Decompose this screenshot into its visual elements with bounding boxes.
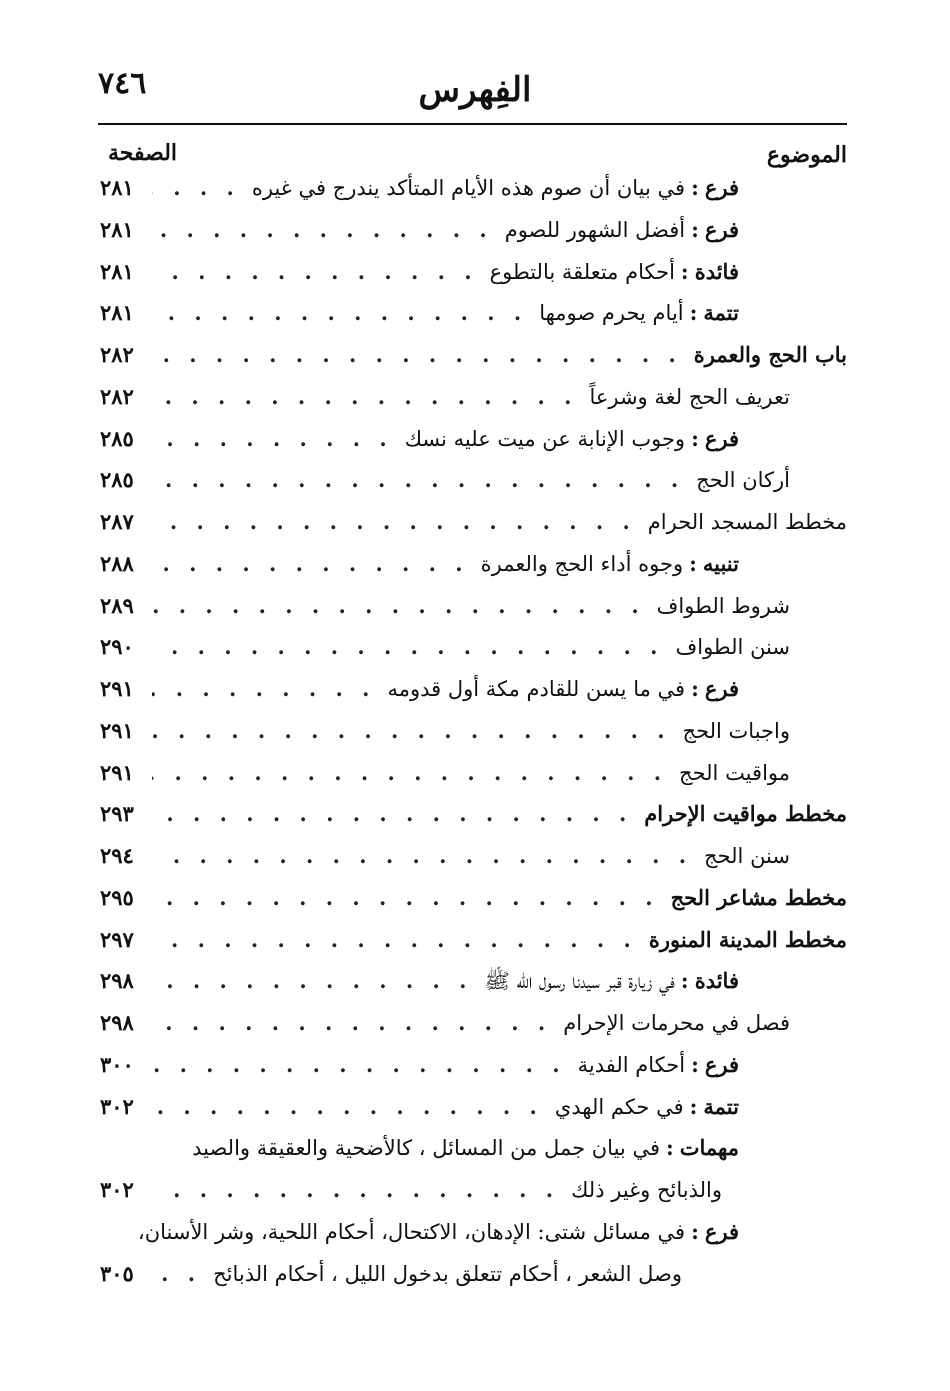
- toc-entry: فرع : أفضل الشهور للصوم . . . ٢٨١: [100, 217, 847, 259]
- topic-column-heading: الموضوع: [766, 142, 847, 168]
- entry-page-number: ٢٨٥: [100, 425, 134, 451]
- dot-leader: [152, 968, 472, 993]
- entry-title: وصل الشعر ، أحكام تتعلق بدخول الليل ، أحكام الذبائح: [213, 1261, 682, 1286]
- entry-page-number: ٢٨١: [100, 258, 134, 284]
- entry-title: في حكم الهدي: [554, 1094, 684, 1119]
- toc-entry: [100, 1177, 847, 1219]
- entry-page-number: ٢٨٧: [100, 509, 134, 534]
- entry-label: باب الحج والعمرة: [693, 342, 847, 367]
- entry-title: في ما يسن للقادم مكة أول قدومه: [387, 677, 686, 701]
- dot-leader: [152, 300, 527, 325]
- dot-leader: [152, 718, 671, 743]
- entry-page-number: ٢٩٣: [100, 801, 134, 827]
- entry-title: في بيان أن صوم هذه الأيام المتأكد يندرج في غيره: [251, 176, 686, 200]
- page-column-heading: الصفحة: [108, 140, 178, 166]
- toc-entry: [100, 801, 847, 843]
- toc-entry: [100, 384, 847, 426]
- dot-leader: [152, 634, 663, 659]
- entry-title: في بيان جمل من المسائل ، كالأضحية والعقيقة والصيد: [192, 1136, 660, 1161]
- entry-title: سنن الحج: [704, 844, 790, 868]
- entry-title: واجبات الحج: [682, 718, 790, 743]
- toc-entry: [100, 593, 847, 635]
- entry-title: فصل في محرمات الإحرام: [563, 1011, 790, 1035]
- entry-title: أركان الحج: [696, 468, 790, 493]
- toc-entry: [100, 509, 847, 551]
- entry-page-number: ٢٨٢: [100, 383, 134, 409]
- toc-entry: [100, 843, 847, 885]
- entry-label: فرع: [704, 175, 739, 200]
- entry-label: فرع: [704, 1218, 739, 1244]
- entry-page-number: ٢٨١: [100, 175, 134, 200]
- dot-leader: [152, 760, 667, 785]
- dot-leader: [152, 1052, 566, 1077]
- toc-entry: [100, 718, 847, 760]
- dot-leader: [152, 467, 684, 492]
- dot-leader: [152, 551, 469, 576]
- entry-title: أحكام الفدية: [577, 1052, 686, 1077]
- header-rule: [98, 123, 847, 125]
- entry-title: في زيارة قبر سيدنا رسول الله ﷺ: [484, 969, 675, 994]
- entry-page-number: ٢٩٨: [100, 968, 134, 994]
- entry-page-number: ٢٩٥: [100, 884, 134, 910]
- toc-entry: [100, 342, 847, 384]
- entry-page-number: ٢٨٨: [100, 550, 134, 576]
- entry-page-number: ٢٩٠: [100, 634, 134, 660]
- entry-title: مخطط المسجد الحرام: [647, 510, 847, 534]
- entry-title: شروط الطواف: [656, 593, 790, 618]
- dot-leader: [152, 593, 645, 618]
- dot-leader: [152, 1010, 551, 1035]
- entry-label: مهمات: [679, 1135, 739, 1161]
- entry-page-number: ٣٠٠: [100, 1051, 134, 1077]
- entry-label: مخطط مواقيت الإحرام: [644, 801, 847, 827]
- dot-leader: [152, 509, 636, 534]
- toc-entry: [100, 760, 847, 802]
- entry-label: مخطط المدينة المنورة: [648, 926, 847, 952]
- entry-title: أحكام متعلقة بالتطوع: [489, 259, 675, 284]
- dot-leader: [152, 1094, 543, 1119]
- entry-title: في مسائل شتى: الإدهان، الاكتحال، أحكام اللحية، وشر الأسنان،: [137, 1219, 686, 1244]
- entry-page-number: ٢٩١: [100, 717, 134, 743]
- dot-leader: [152, 384, 577, 409]
- dot-leader: [152, 927, 637, 952]
- toc-entry: تنبيه : وجوه أداء الحج والعمرة . . . ٢٨٨: [100, 551, 847, 593]
- dot-leader: [152, 342, 682, 367]
- table-of-contents: [100, 175, 847, 1302]
- toc-entry: فرع : وجوب الإنابة عن ميت عليه نسك . . . ٢٨٥: [100, 426, 847, 468]
- dot-leader: [152, 259, 478, 284]
- entry-page-number: ٢٩١: [100, 676, 134, 701]
- toc-entry: [100, 467, 847, 509]
- toc-entry: فرع : في ما يسن للقادم مكة أول قدومه . . . ٢٩١: [100, 676, 847, 718]
- dot-leader: [152, 1177, 559, 1202]
- toc-entry: تتمة : أيام يحرم صومها . . . ٢٨١: [100, 300, 847, 342]
- toc-entry: فرع : في مسائل شتى: الإدهان، الاكتحال، أحكام اللحية، وشر الأسنان،: [137, 1218, 739, 1244]
- entry-label: فرع: [704, 216, 739, 242]
- entry-page-number: ٣٠٢: [100, 1177, 134, 1202]
- entry-page-number: ٢٩١: [100, 759, 134, 785]
- entry-title: أيام يحرم صومها: [539, 301, 684, 326]
- running-title: الفِهرس: [418, 70, 532, 110]
- toc-entry: فرع : في بيان أن صوم هذه الأيام المتأكد يندرج في غيره . . . ٢٨١: [100, 175, 847, 217]
- entry-page-number: ٢٨٩: [100, 592, 134, 618]
- dot-leader: [152, 1261, 201, 1286]
- entry-title: وجوب الإنابة عن ميت عليه نسك: [404, 426, 686, 451]
- toc-entry: مهمات : في بيان جمل من المسائل ، كالأضحية والعقيقة والصيد: [192, 1135, 739, 1161]
- toc-entry: فرع : أحكام الفدية . . . ٣٠٠: [100, 1052, 847, 1094]
- toc-entry: [100, 927, 847, 969]
- entry-label: تتمة: [703, 300, 739, 326]
- toc-entry: تتمة : في حكم الهدي . . . ٣٠٢: [100, 1094, 847, 1136]
- entry-page-number: ٢٩٨: [100, 1010, 134, 1035]
- entry-label: تنبيه: [702, 550, 739, 576]
- toc-entry: فائدة : في زيارة قبر سيدنا رسول الله ﷺ . . . ٢٩٨: [100, 968, 847, 1010]
- entry-label: فرع: [704, 676, 739, 701]
- dot-leader: [152, 175, 240, 200]
- toc-entry: فائدة : أحكام متعلقة بالتطوع . . . ٢٨١: [100, 259, 847, 301]
- entry-page-number: ٣٠٥: [100, 1260, 134, 1286]
- dot-leader: [152, 676, 375, 701]
- dot-leader: [152, 843, 692, 868]
- entry-title: والذبائح وغير ذلك: [571, 1178, 722, 1202]
- entry-page-number: ٣٠٢: [100, 1093, 134, 1119]
- entry-label: فرع: [704, 425, 739, 451]
- entry-page-number: ٢٨١: [100, 300, 134, 326]
- toc-entry: [100, 1261, 847, 1303]
- toc-entry: [100, 1010, 847, 1052]
- toc-entry: [100, 634, 847, 676]
- entry-page-number: ٢٨١: [100, 216, 134, 242]
- entry-label: فرع: [704, 1051, 739, 1077]
- entry-label: فائدة: [694, 258, 739, 284]
- dot-leader: [152, 801, 632, 826]
- entry-label: تتمة: [703, 1093, 739, 1119]
- entry-label: مخطط مشاعر الحج: [670, 884, 847, 910]
- entry-page-number: ٢٩٤: [100, 843, 134, 868]
- entry-title: أفضل الشهور للصوم: [504, 217, 686, 242]
- entry-title: مواقيت الحج: [679, 760, 790, 785]
- entry-title: وجوه أداء الحج والعمرة: [480, 551, 684, 576]
- page-number: ٧٤٦: [98, 66, 147, 101]
- entry-title: سنن الطواف: [675, 635, 790, 660]
- entry-page-number: ٢٨٢: [100, 342, 134, 367]
- toc-entry: [100, 885, 847, 927]
- entry-title: تعريف الحج لغة وشرعاً: [589, 384, 790, 409]
- dot-leader: [152, 217, 493, 242]
- entry-page-number: ٢٩٧: [100, 926, 134, 952]
- entry-label: فائدة: [694, 968, 739, 994]
- dot-leader: [152, 885, 659, 910]
- dot-leader: [152, 426, 393, 451]
- entry-page-number: ٢٨٥: [100, 467, 134, 493]
